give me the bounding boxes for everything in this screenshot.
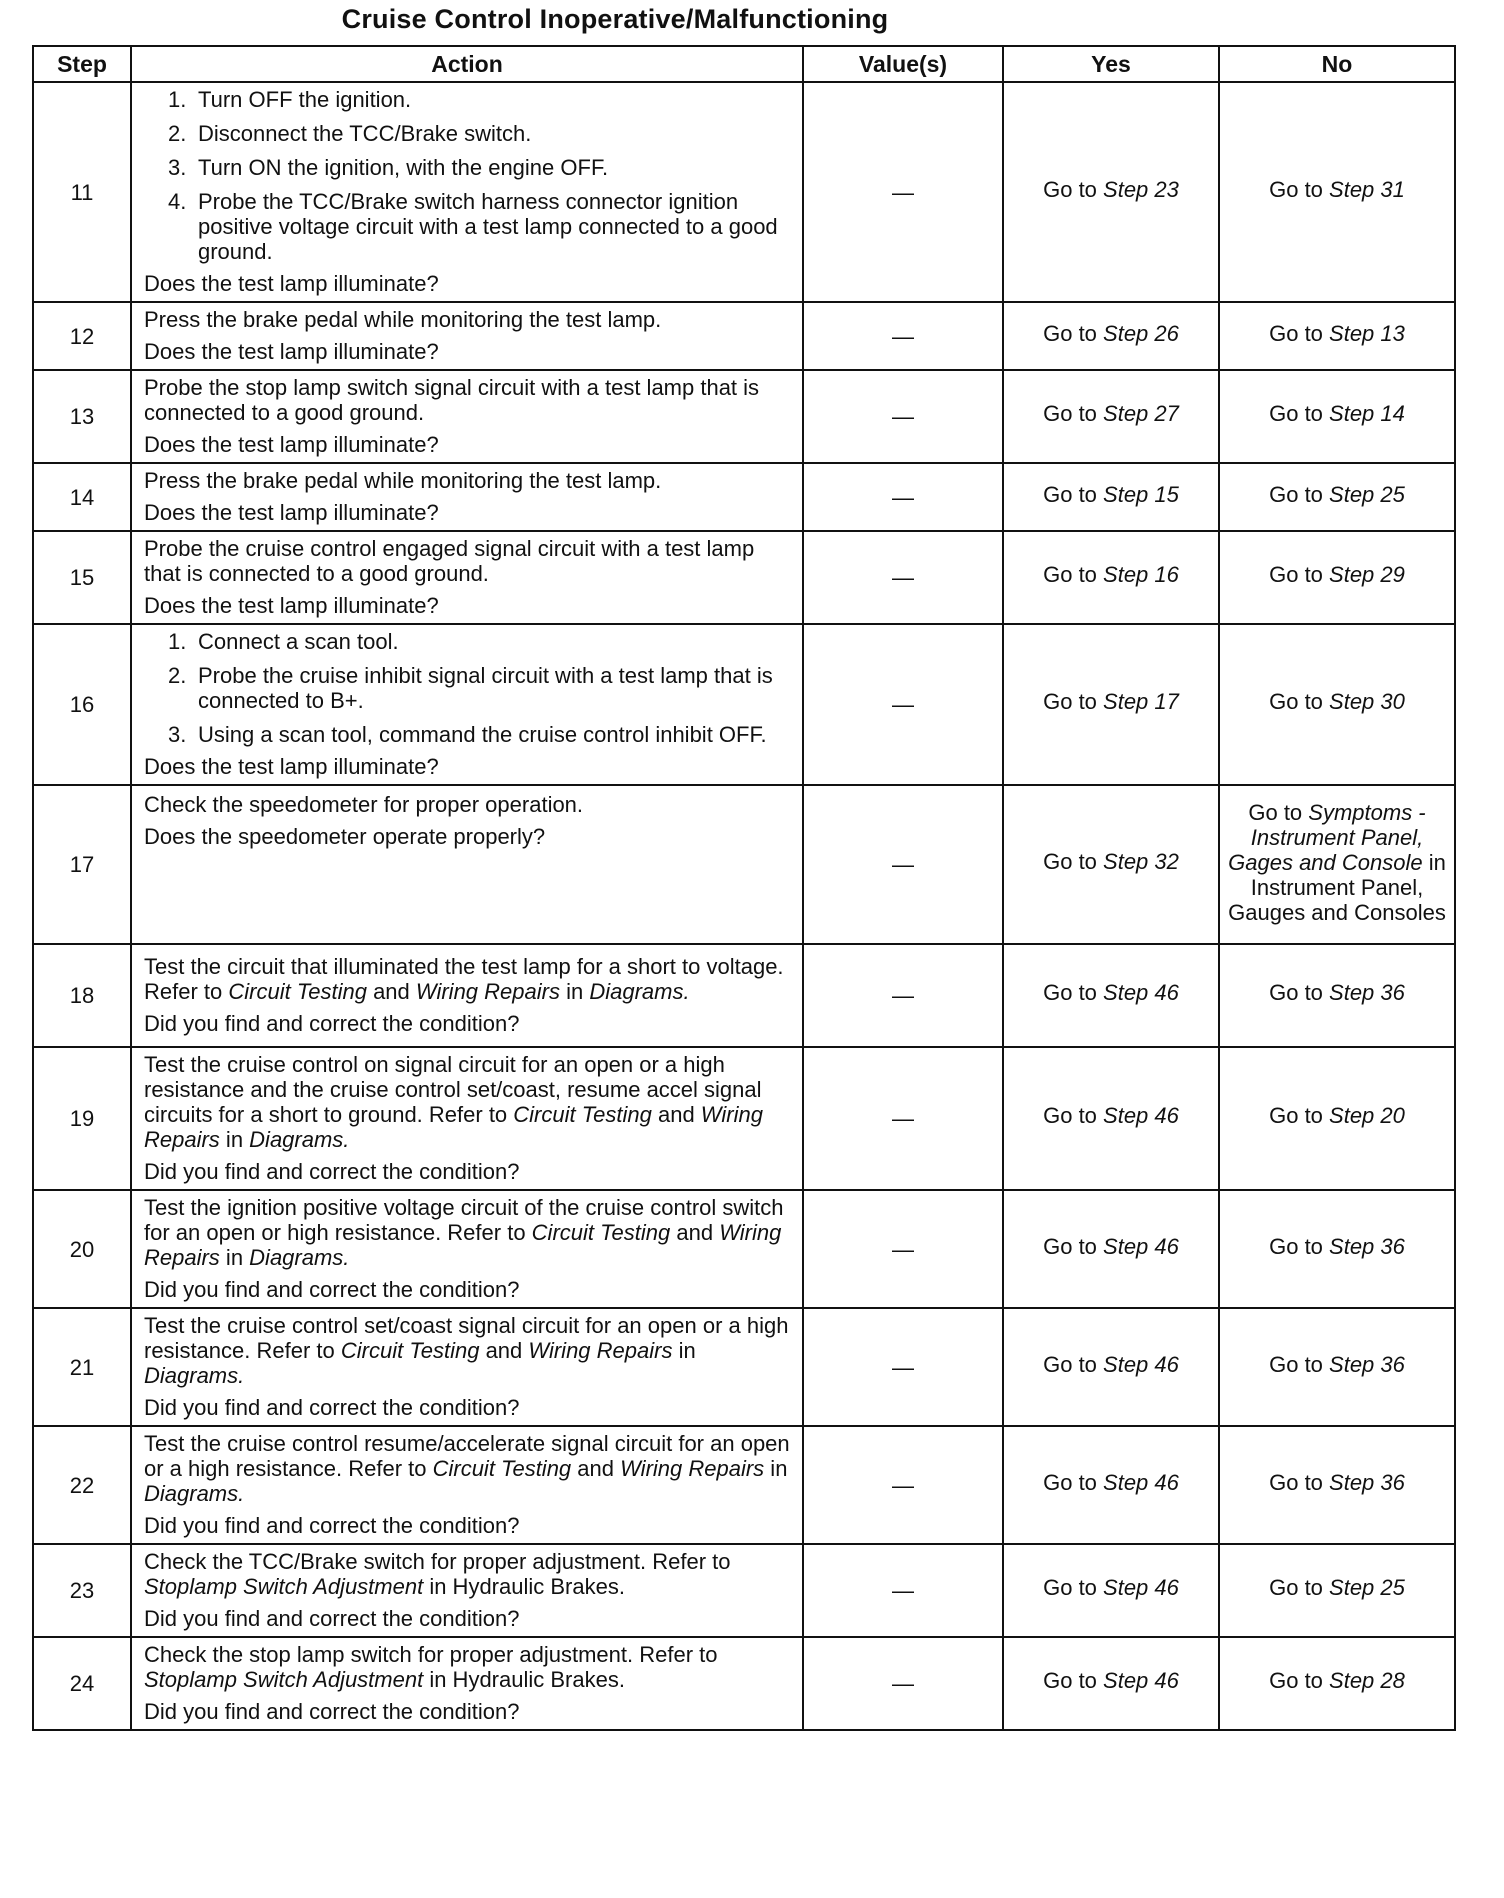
action-cell xyxy=(131,531,803,624)
action-steps-list xyxy=(144,87,794,264)
yes-prefix: Go to xyxy=(1043,1351,1104,1377)
yes-step-link: Step 46 xyxy=(1103,1469,1179,1495)
action-steps-list xyxy=(144,629,794,747)
value-cell: — xyxy=(803,785,1003,944)
table-row xyxy=(33,1308,1455,1426)
no-prefix: Go to xyxy=(1248,800,1309,825)
action-text-segment: in xyxy=(219,1127,250,1152)
no-cell xyxy=(1219,1637,1455,1730)
action-text-segment: in Hydraulic Brakes. xyxy=(423,1667,625,1692)
action-text-segment: and xyxy=(651,1102,701,1127)
action-question: Does the test lamp illuminate? xyxy=(144,500,439,525)
yes-prefix: Go to xyxy=(1043,562,1104,587)
action-step-number: 2. xyxy=(168,663,187,688)
table-row xyxy=(33,370,1455,463)
yes-cell xyxy=(1003,1544,1219,1637)
no-step-link: Step 14 xyxy=(1329,401,1405,426)
yes-prefix: Go to xyxy=(1043,849,1104,874)
no-step-link: Step 36 xyxy=(1329,1233,1405,1259)
yes-cell xyxy=(1003,370,1219,463)
no-cell xyxy=(1219,1308,1455,1426)
yes-cell xyxy=(1003,1190,1219,1308)
yes-cell xyxy=(1003,1308,1219,1426)
action-step-text: Probe the cruise inhibit signal circuit with a test lamp that is connected to B+. xyxy=(198,663,773,713)
action-text-segment: in Hydraulic Brakes. xyxy=(423,1574,625,1599)
yes-prefix: Go to xyxy=(1043,401,1104,426)
yes-prefix: Go to xyxy=(1043,1103,1104,1128)
yes-cell xyxy=(1003,785,1219,944)
no-cell xyxy=(1219,302,1455,370)
action-step-text: Turn OFF the ignition. xyxy=(198,87,412,112)
action-cell xyxy=(131,944,803,1047)
yes-cell xyxy=(1003,463,1219,531)
action-question: Does the test lamp illuminate? xyxy=(144,432,439,457)
yes-cell xyxy=(1003,944,1219,1047)
no-cell xyxy=(1219,463,1455,531)
no-prefix: Go to xyxy=(1269,176,1330,202)
step-number: 20 xyxy=(33,1190,131,1308)
yes-step-link: Step 46 xyxy=(1103,1103,1179,1128)
step-number: 23 xyxy=(33,1544,131,1637)
action-text-segment: Test the cruise control on signal circuit for an open or a high resistance and the cruise control set/coast, resume accel signal circuits for a short to ground. Refer to xyxy=(144,1052,762,1127)
no-cell xyxy=(1219,1047,1455,1190)
action-step-text: Turn ON the ignition, with the engine OFF. xyxy=(198,155,609,180)
reference-link: Wiring Repairs xyxy=(144,1102,763,1152)
yes-step-link: Step 26 xyxy=(1103,320,1179,346)
reference-link: Diagrams. xyxy=(144,1481,245,1506)
action-cell xyxy=(131,302,803,370)
no-step-link: Step 36 xyxy=(1329,980,1405,1005)
action-cell xyxy=(131,785,803,944)
action-text xyxy=(144,1549,794,1599)
no-cell xyxy=(1219,944,1455,1047)
symptoms-reference: Symptoms - Instrument Panel, Gages and Console xyxy=(1228,800,1426,875)
action-text-segment: Test the ignition positive voltage circuit of the cruise control switch for an open or high resistance. Refer to xyxy=(144,1195,784,1245)
reference-link: Stoplamp Switch Adjustment xyxy=(144,1574,424,1599)
yes-cell xyxy=(1003,1637,1219,1730)
no-cell xyxy=(1219,785,1455,944)
no-prefix: Go to xyxy=(1269,1351,1330,1377)
reference-link: Diagrams. xyxy=(589,979,690,1004)
step-number: 14 xyxy=(33,463,131,531)
no-step-link: Step 25 xyxy=(1329,481,1405,507)
action-question: Does the test lamp illuminate? xyxy=(144,271,439,296)
yes-prefix: Go to xyxy=(1043,689,1104,714)
table-row xyxy=(33,531,1455,624)
diagnostic-table xyxy=(32,45,1456,1731)
action-step-item xyxy=(144,87,794,112)
step-number: 13 xyxy=(33,370,131,463)
action-step-text: Disconnect the TCC/Brake switch. xyxy=(198,121,532,146)
yes-prefix: Go to xyxy=(1043,1469,1104,1495)
table-row xyxy=(33,1047,1455,1190)
step-number: 22 xyxy=(33,1426,131,1544)
value-cell: — xyxy=(803,1308,1003,1426)
action-step-number: 3. xyxy=(168,722,187,747)
yes-prefix: Go to xyxy=(1043,320,1104,346)
table-header-row xyxy=(33,46,1455,82)
action-text: Check the speedometer for proper operation. xyxy=(144,792,584,817)
action-step-text: Using a scan tool, command the cruise control inhibit OFF. xyxy=(198,722,767,747)
action-step-item xyxy=(144,722,794,747)
yes-step-link: Step 46 xyxy=(1103,1351,1179,1377)
action-text-segment: Check the TCC/Brake switch for proper adjustment. Refer to xyxy=(144,1549,731,1574)
no-cell xyxy=(1219,370,1455,463)
step-number: 12 xyxy=(33,302,131,370)
yes-step-link: Step 32 xyxy=(1103,849,1179,874)
action-question: Did you find and correct the condition? xyxy=(144,1011,520,1036)
action-text xyxy=(144,1052,794,1152)
reference-link: Diagrams. xyxy=(144,1363,245,1388)
action-text-segment: Check the stop lamp switch for proper adjustment. Refer to xyxy=(144,1642,718,1667)
yes-cell xyxy=(1003,1047,1219,1190)
action-step-item xyxy=(144,663,794,713)
yes-step-link: Step 16 xyxy=(1103,562,1179,587)
no-step-link: Step 36 xyxy=(1329,1351,1405,1377)
action-text: Probe the stop lamp switch signal circuit with a test lamp that is connected to a good ground. xyxy=(144,375,760,425)
value-cell: — xyxy=(803,1544,1003,1637)
no-cell xyxy=(1219,624,1455,785)
action-text: Press the brake pedal while monitoring the test lamp. xyxy=(144,468,662,493)
action-text: Press the brake pedal while monitoring the test lamp. xyxy=(144,307,662,332)
yes-step-link: Step 46 xyxy=(1103,1668,1179,1693)
no-prefix: Go to xyxy=(1269,689,1330,714)
table-row xyxy=(33,1426,1455,1544)
action-question: Does the speedometer operate properly? xyxy=(144,824,546,849)
action-text: Probe the cruise control engaged signal circuit with a test lamp that is connected to a good ground. xyxy=(144,536,755,586)
no-prefix: Go to xyxy=(1269,320,1330,346)
step-number: 16 xyxy=(33,624,131,785)
action-question: Did you find and correct the condition? xyxy=(144,1277,520,1302)
action-text-segment: and xyxy=(366,979,416,1004)
action-cell xyxy=(131,82,803,302)
page-title: Cruise Control Inoperative/Malfunctioning xyxy=(341,4,889,34)
no-step-link: Step 30 xyxy=(1329,689,1405,714)
action-step-item xyxy=(144,189,794,264)
action-step-item xyxy=(144,155,794,180)
yes-prefix: Go to xyxy=(1043,1575,1104,1600)
action-text xyxy=(144,1195,794,1270)
action-text-segment: Test the circuit that illuminated the test lamp for a short to voltage. Refer to xyxy=(144,954,784,1004)
step-number: 24 xyxy=(33,1637,131,1730)
action-question: Does the test lamp illuminate? xyxy=(144,754,439,779)
header-no: No xyxy=(1219,46,1455,82)
action-cell xyxy=(131,1190,803,1308)
no-step-link: Step 29 xyxy=(1329,562,1405,587)
no-step-link: Step 31 xyxy=(1329,176,1405,202)
yes-cell xyxy=(1003,624,1219,785)
value-cell: — xyxy=(803,1047,1003,1190)
step-number: 11 xyxy=(33,82,131,302)
header-step: Step xyxy=(33,46,131,82)
value-cell: — xyxy=(803,463,1003,531)
action-step-number: 3. xyxy=(168,155,187,180)
yes-cell xyxy=(1003,302,1219,370)
no-step-link: Step 28 xyxy=(1329,1668,1405,1693)
no-step-link: Step 13 xyxy=(1329,320,1405,346)
action-step-number: 1. xyxy=(168,87,187,112)
yes-step-link: Step 23 xyxy=(1103,176,1179,202)
value-cell: — xyxy=(803,1426,1003,1544)
step-number: 21 xyxy=(33,1308,131,1426)
no-prefix: Go to xyxy=(1269,1233,1330,1259)
action-step-item xyxy=(144,121,794,146)
action-question: Did you find and correct the condition? xyxy=(144,1159,520,1184)
table-body xyxy=(33,82,1455,1730)
table-row xyxy=(33,785,1455,944)
no-prefix: Go to xyxy=(1269,1469,1330,1495)
step-number: 18 xyxy=(33,944,131,1047)
action-cell xyxy=(131,1047,803,1190)
action-text-segment: in xyxy=(764,1456,788,1481)
header-values: Value(s) xyxy=(803,46,1003,82)
yes-step-link: Step 46 xyxy=(1103,980,1179,1005)
action-text xyxy=(144,1313,794,1388)
action-step-number: 4. xyxy=(168,189,187,214)
value-cell: — xyxy=(803,1190,1003,1308)
action-text xyxy=(144,954,794,1004)
action-question: Did you find and correct the condition? xyxy=(144,1513,520,1538)
action-text-segment: Test the cruise control set/coast signal circuit for an open or a high resistance. Refer to xyxy=(144,1313,789,1363)
action-text-segment: and xyxy=(571,1456,621,1481)
action-question: Does the test lamp illuminate? xyxy=(144,593,439,618)
value-cell: — xyxy=(803,531,1003,624)
table-row xyxy=(33,944,1455,1047)
action-question: Did you find and correct the condition? xyxy=(144,1699,520,1724)
yes-step-link: Step 46 xyxy=(1103,1233,1179,1259)
table-row xyxy=(33,463,1455,531)
no-cell xyxy=(1219,1426,1455,1544)
yes-cell xyxy=(1003,82,1219,302)
yes-prefix: Go to xyxy=(1043,980,1104,1005)
reference-link: Circuit Testing xyxy=(340,1338,480,1363)
step-number: 15 xyxy=(33,531,131,624)
reference-link: Wiring Repairs xyxy=(415,979,560,1004)
action-cell xyxy=(131,1308,803,1426)
reference-link: Circuit Testing xyxy=(513,1102,652,1127)
no-cell xyxy=(1219,82,1455,302)
action-cell xyxy=(131,1637,803,1730)
value-cell: — xyxy=(803,944,1003,1047)
table-row xyxy=(33,302,1455,370)
no-prefix: Go to xyxy=(1269,401,1330,426)
no-prefix: Go to xyxy=(1269,562,1330,587)
action-text-segment: in xyxy=(672,1338,696,1363)
action-text-segment: Test the cruise control resume/accelerate signal circuit for an open or a high resistance. Refer to xyxy=(144,1431,790,1481)
reference-link: Wiring Repairs xyxy=(144,1220,782,1270)
action-cell xyxy=(131,1426,803,1544)
action-text-segment: and xyxy=(670,1220,720,1245)
table-row xyxy=(33,82,1455,302)
reference-link: Wiring Repairs xyxy=(528,1338,673,1363)
table-row xyxy=(33,1544,1455,1637)
action-step-number: 1. xyxy=(168,629,187,654)
action-text-segment: in xyxy=(219,1245,250,1270)
yes-step-link: Step 17 xyxy=(1103,689,1179,714)
reference-link: Diagrams. xyxy=(249,1127,350,1152)
table-row xyxy=(33,624,1455,785)
action-cell xyxy=(131,463,803,531)
no-step-link: Step 25 xyxy=(1329,1575,1405,1600)
value-cell: — xyxy=(803,1637,1003,1730)
action-question: Did you find and correct the condition? xyxy=(144,1395,520,1420)
reference-link: Wiring Repairs xyxy=(620,1456,765,1481)
yes-prefix: Go to xyxy=(1043,1233,1104,1259)
action-step-item xyxy=(144,629,794,654)
value-cell: — xyxy=(803,82,1003,302)
no-step-link: Step 20 xyxy=(1329,1103,1405,1128)
header-yes: Yes xyxy=(1003,46,1219,82)
step-number: 19 xyxy=(33,1047,131,1190)
table-row xyxy=(33,1190,1455,1308)
action-cell xyxy=(131,370,803,463)
reference-link: Circuit Testing xyxy=(531,1220,671,1245)
no-prefix: Go to xyxy=(1269,481,1330,507)
action-cell xyxy=(131,624,803,785)
header-action: Action xyxy=(131,46,803,82)
step-number: 17 xyxy=(33,785,131,944)
action-cell xyxy=(131,1544,803,1637)
action-text-segment: in xyxy=(559,979,590,1004)
action-text-segment: and xyxy=(479,1338,529,1363)
action-question: Did you find and correct the condition? xyxy=(144,1606,520,1631)
value-cell: — xyxy=(803,370,1003,463)
no-prefix: Go to xyxy=(1269,1668,1330,1693)
no-suffix: in Instrument Panel, Gauges and Consoles xyxy=(1228,850,1446,925)
no-prefix: Go to xyxy=(1269,1103,1330,1128)
yes-step-link: Step 15 xyxy=(1103,481,1179,507)
value-cell: — xyxy=(803,302,1003,370)
yes-step-link: Step 46 xyxy=(1103,1575,1179,1600)
no-cell xyxy=(1219,531,1455,624)
yes-prefix: Go to xyxy=(1043,176,1104,202)
yes-cell xyxy=(1003,531,1219,624)
reference-link: Circuit Testing xyxy=(228,979,367,1004)
no-step-link: Step 36 xyxy=(1329,1469,1405,1495)
no-prefix: Go to xyxy=(1269,1575,1330,1600)
no-cell xyxy=(1219,1544,1455,1637)
action-text xyxy=(144,1431,794,1506)
yes-cell xyxy=(1003,1426,1219,1544)
yes-prefix: Go to xyxy=(1043,481,1104,507)
action-text xyxy=(144,1642,794,1692)
table-row xyxy=(33,1637,1455,1730)
action-step-number: 2. xyxy=(168,121,187,146)
reference-link: Stoplamp Switch Adjustment xyxy=(144,1667,424,1692)
reference-link: Diagrams. xyxy=(249,1245,350,1270)
reference-link: Circuit Testing xyxy=(432,1456,572,1481)
value-cell: — xyxy=(803,624,1003,785)
action-question: Does the test lamp illuminate? xyxy=(144,339,439,364)
action-step-text: Probe the TCC/Brake switch harness connector ignition positive voltage circuit with a test lamp connected to a good ground. xyxy=(198,189,778,264)
yes-step-link: Step 27 xyxy=(1103,401,1179,426)
no-prefix: Go to xyxy=(1269,980,1330,1005)
action-step-text: Connect a scan tool. xyxy=(198,629,399,654)
no-cell xyxy=(1219,1190,1455,1308)
yes-prefix: Go to xyxy=(1043,1668,1104,1693)
